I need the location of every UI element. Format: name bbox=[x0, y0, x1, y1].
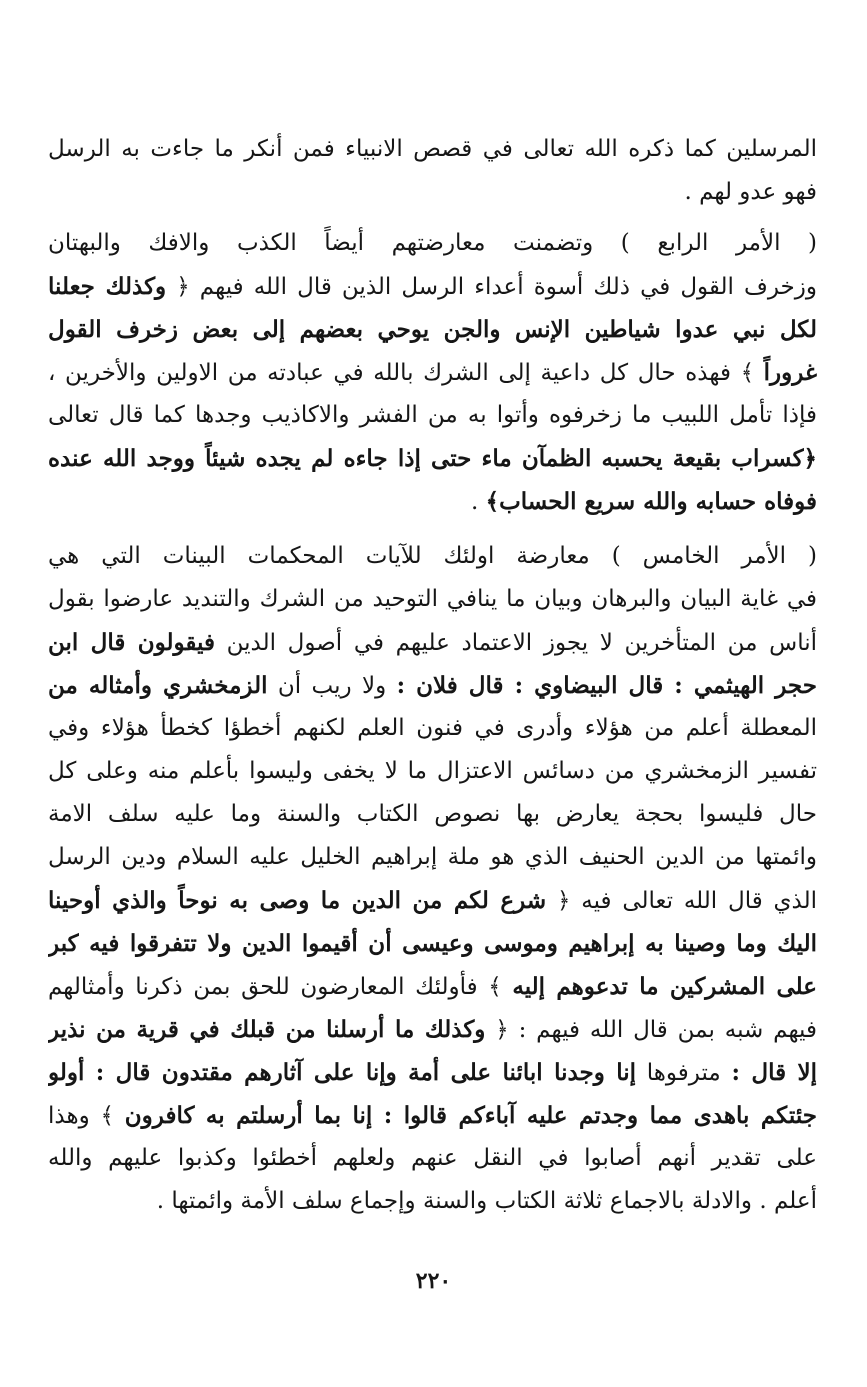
body-text: . bbox=[470, 489, 486, 515]
body-text: تفسير الزمخشري من دسائس الاعتزال ما لا يخفى وليسوا بأعلم منه وعلى كل bbox=[48, 758, 817, 784]
text-line bbox=[48, 621, 817, 664]
body-text: ( الأمر الرابع ) وتضمنت معارضتهم أيضاً الكذب والافك والبهتان bbox=[48, 230, 817, 256]
text-line bbox=[48, 351, 817, 394]
paragraph bbox=[48, 222, 817, 523]
text-line bbox=[48, 171, 817, 214]
text-line bbox=[48, 1094, 817, 1137]
body-text: فإذا تأمل اللبيب ما زخرفوه وأتوا به من الفشر والاكاذيب وجدها كما قال تعالى bbox=[48, 402, 817, 428]
text-line bbox=[48, 793, 817, 836]
quran-verse-text: فيقولون قال ابن bbox=[48, 629, 215, 656]
text-line bbox=[48, 1008, 817, 1051]
body-text: أناس من المتأخرين لا يجوز الاعتماد عليهم في أصول الدين bbox=[214, 630, 817, 656]
quran-verse-text: إنا وجدنا ابائنا على أمة وإنا على آثارهم مقتدون قال : أولو bbox=[48, 1059, 637, 1086]
body-text: أعلم . والادلة بالاجماع ثلاثة الكتاب والسنة وإجماع سلف الأمة وائمتها . bbox=[156, 1188, 817, 1214]
quran-verse-text: جئتكم باهدى مما وجدتم عليه آباءكم قالوا : إنا بما أرسلتم به كافرون bbox=[124, 1102, 817, 1129]
body-text: ولا ريب أن bbox=[267, 673, 397, 699]
text-line bbox=[48, 437, 817, 480]
quran-verse-text: اليك وما وصينا به إبراهيم وموسى وعيسى أن أقيموا الدين ولا تتفرقوا فيه كبر bbox=[48, 930, 817, 957]
paragraph-gap bbox=[48, 523, 817, 535]
quran-verse-text: حجر الهيثمي : قال البيضاوي : قال فلان : bbox=[396, 672, 817, 699]
body-text: المعطلة أعلم من هؤلاء وأدرى في فنون العلم لكنهم أخطؤا كخطأ هؤلاء وفي bbox=[48, 715, 817, 741]
body-text: الذي قال الله تعالى فيه ﴿ bbox=[546, 888, 817, 914]
body-text: ﴾ فأولئك المعارضون للحق بمن ذكرنا وأمثالهم bbox=[48, 974, 513, 1000]
text-line bbox=[48, 265, 817, 308]
book-page-body bbox=[48, 128, 817, 1223]
paragraph bbox=[48, 128, 817, 214]
text-line bbox=[48, 222, 817, 265]
text-line bbox=[48, 1137, 817, 1180]
text-line bbox=[48, 480, 817, 523]
text-line bbox=[48, 707, 817, 750]
quran-verse-text: لكل نبي عدوا شياطين الإنس والجن يوحي بعضهم إلى بعض زخرف القول bbox=[48, 316, 817, 343]
quran-verse-text: غروراً bbox=[763, 359, 817, 386]
quran-verse-text: الزمخشري وأمثاله من bbox=[48, 672, 268, 699]
quran-verse-text: وكذلك ما أرسلنا من قبلك في قرية من نذير bbox=[48, 1016, 486, 1043]
body-text: المرسلين كما ذكره الله تعالى في قصص الانبياء فمن أنكر ما جاءت به الرسل bbox=[48, 136, 817, 162]
text-line bbox=[48, 128, 817, 171]
paragraph bbox=[48, 535, 817, 1223]
body-text: ﴾ فهذه حال كل داعية إلى الشرك بالله في عبادته من الاولين والأخرين ، bbox=[48, 360, 764, 386]
body-text: ( الأمر الخامس ) معارضة اولئك للآيات المحكمات البينات التي هي bbox=[48, 543, 817, 569]
text-line bbox=[48, 394, 817, 437]
quran-verse-text: ﴿كسراب بقيعة يحسبه الظمآن ماء حتى إذا جاءه لم يجده شيئاً ووجد الله عنده bbox=[48, 445, 817, 472]
page-number: ٢٢٠ bbox=[415, 1268, 452, 1294]
text-line bbox=[48, 879, 817, 922]
text-line bbox=[48, 664, 817, 707]
quran-verse-text: فوفاه حسابه والله سريع الحساب﴾ bbox=[485, 488, 817, 515]
body-text: وزخرف القول في ذلك أسوة أعداء الرسل الذين قال الله فيهم ﴿ bbox=[166, 274, 817, 300]
text-line bbox=[48, 1180, 817, 1223]
text-line bbox=[48, 836, 817, 879]
body-text: مترفوها bbox=[636, 1060, 732, 1086]
text-line bbox=[48, 535, 817, 578]
quran-verse-text: إلا قال : bbox=[731, 1059, 817, 1086]
quran-verse-text: وكذلك جعلنا bbox=[48, 273, 167, 300]
body-text: حال فليسوا بحجة يعارض بها نصوص الكتاب والسنة وما عليه سلف الامة bbox=[48, 801, 817, 827]
paragraph-gap bbox=[48, 214, 817, 222]
body-text: فيهم شبه بمن قال الله فيهم : ﴿ bbox=[485, 1017, 817, 1043]
text-line bbox=[48, 578, 817, 621]
quran-verse-text: شرع لكم من الدين ما وصى به نوحاً والذي أوحينا bbox=[48, 887, 547, 914]
text-line bbox=[48, 1051, 817, 1094]
body-text: في غاية البيان والبرهان وبيان ما ينافي التوحيد من الشرك والتنديد عارضوا بقول bbox=[48, 586, 817, 612]
text-line bbox=[48, 965, 817, 1008]
body-text: فهو عدو لهم . bbox=[684, 179, 817, 205]
body-text: ﴾ وهذا bbox=[48, 1103, 125, 1129]
text-line bbox=[48, 750, 817, 793]
quran-verse-text: على المشركين ما تدعوهم إليه bbox=[512, 973, 817, 1000]
body-text: وائمتها من الدين الحنيف الذي هو ملة إبراهيم الخليل عليه السلام ودين الرسل bbox=[48, 844, 817, 870]
text-line bbox=[48, 308, 817, 351]
body-text: على تقدير أنهم أصابوا في النقل عنهم ولعلهم أخطئوا وكذبوا عليهم والله bbox=[48, 1145, 817, 1171]
text-line bbox=[48, 922, 817, 965]
